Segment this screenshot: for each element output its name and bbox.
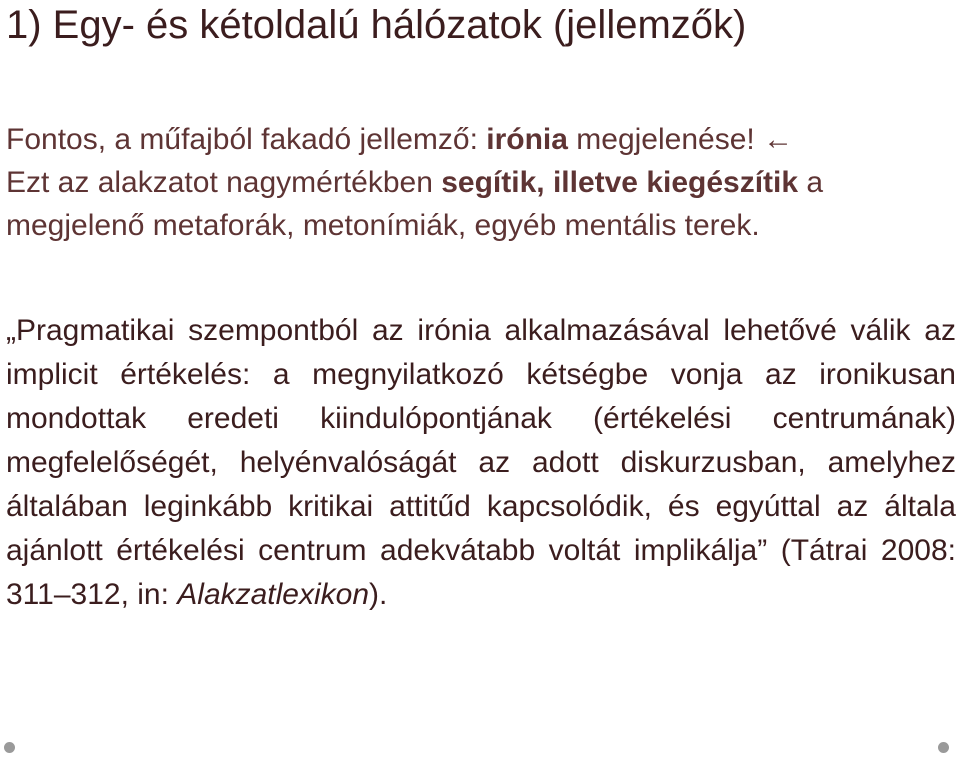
quote-paragraph — [6, 309, 956, 617]
quote-text: „Pragmatikai szempontból az irónia alkalmazásával lehetővé válik az implicit értékelés: a megnyilatkozó kétségbe vonja az ironikusan mondottak eredeti kiindulópontjának (értékelési centrumának) megfelelőségét, helyénvalóságát az adott diskurzusban, amelyhez általában leginkább kritikai attitűd kapcsolódik, és egyúttal az általa ajánlott értékelési centrum adekvátabb voltát implikálja” (Tátrai 2008: 311–312, in: — [6, 314, 956, 611]
slide-dot-left — [4, 742, 15, 753]
intro-text-4: a megjelenő metaforák, metonímiák, egyéb mentális terek. — [6, 166, 824, 242]
intro-text-1: Fontos, a műfajból fakadó jellemző: — [6, 123, 487, 156]
slide-title: 1) Egy- és kétoldalú hálózatok (jellemzők) — [6, 3, 747, 47]
intro-paragraph — [6, 118, 956, 247]
intro-bold-irony: irónia — [486, 123, 568, 156]
intro-text-3: Ezt az alakzatot nagymértékben — [6, 166, 442, 199]
intro-text-2: megjelenése! — [567, 123, 764, 156]
slide-dot-right — [938, 742, 949, 753]
intro-bold-support: segítik, illetve kiegészítik — [441, 166, 799, 199]
quote-source-title: Alakzatlexikon — [177, 578, 370, 611]
quote-end: ). — [369, 578, 388, 611]
left-arrow-icon: ← — [763, 123, 794, 156]
